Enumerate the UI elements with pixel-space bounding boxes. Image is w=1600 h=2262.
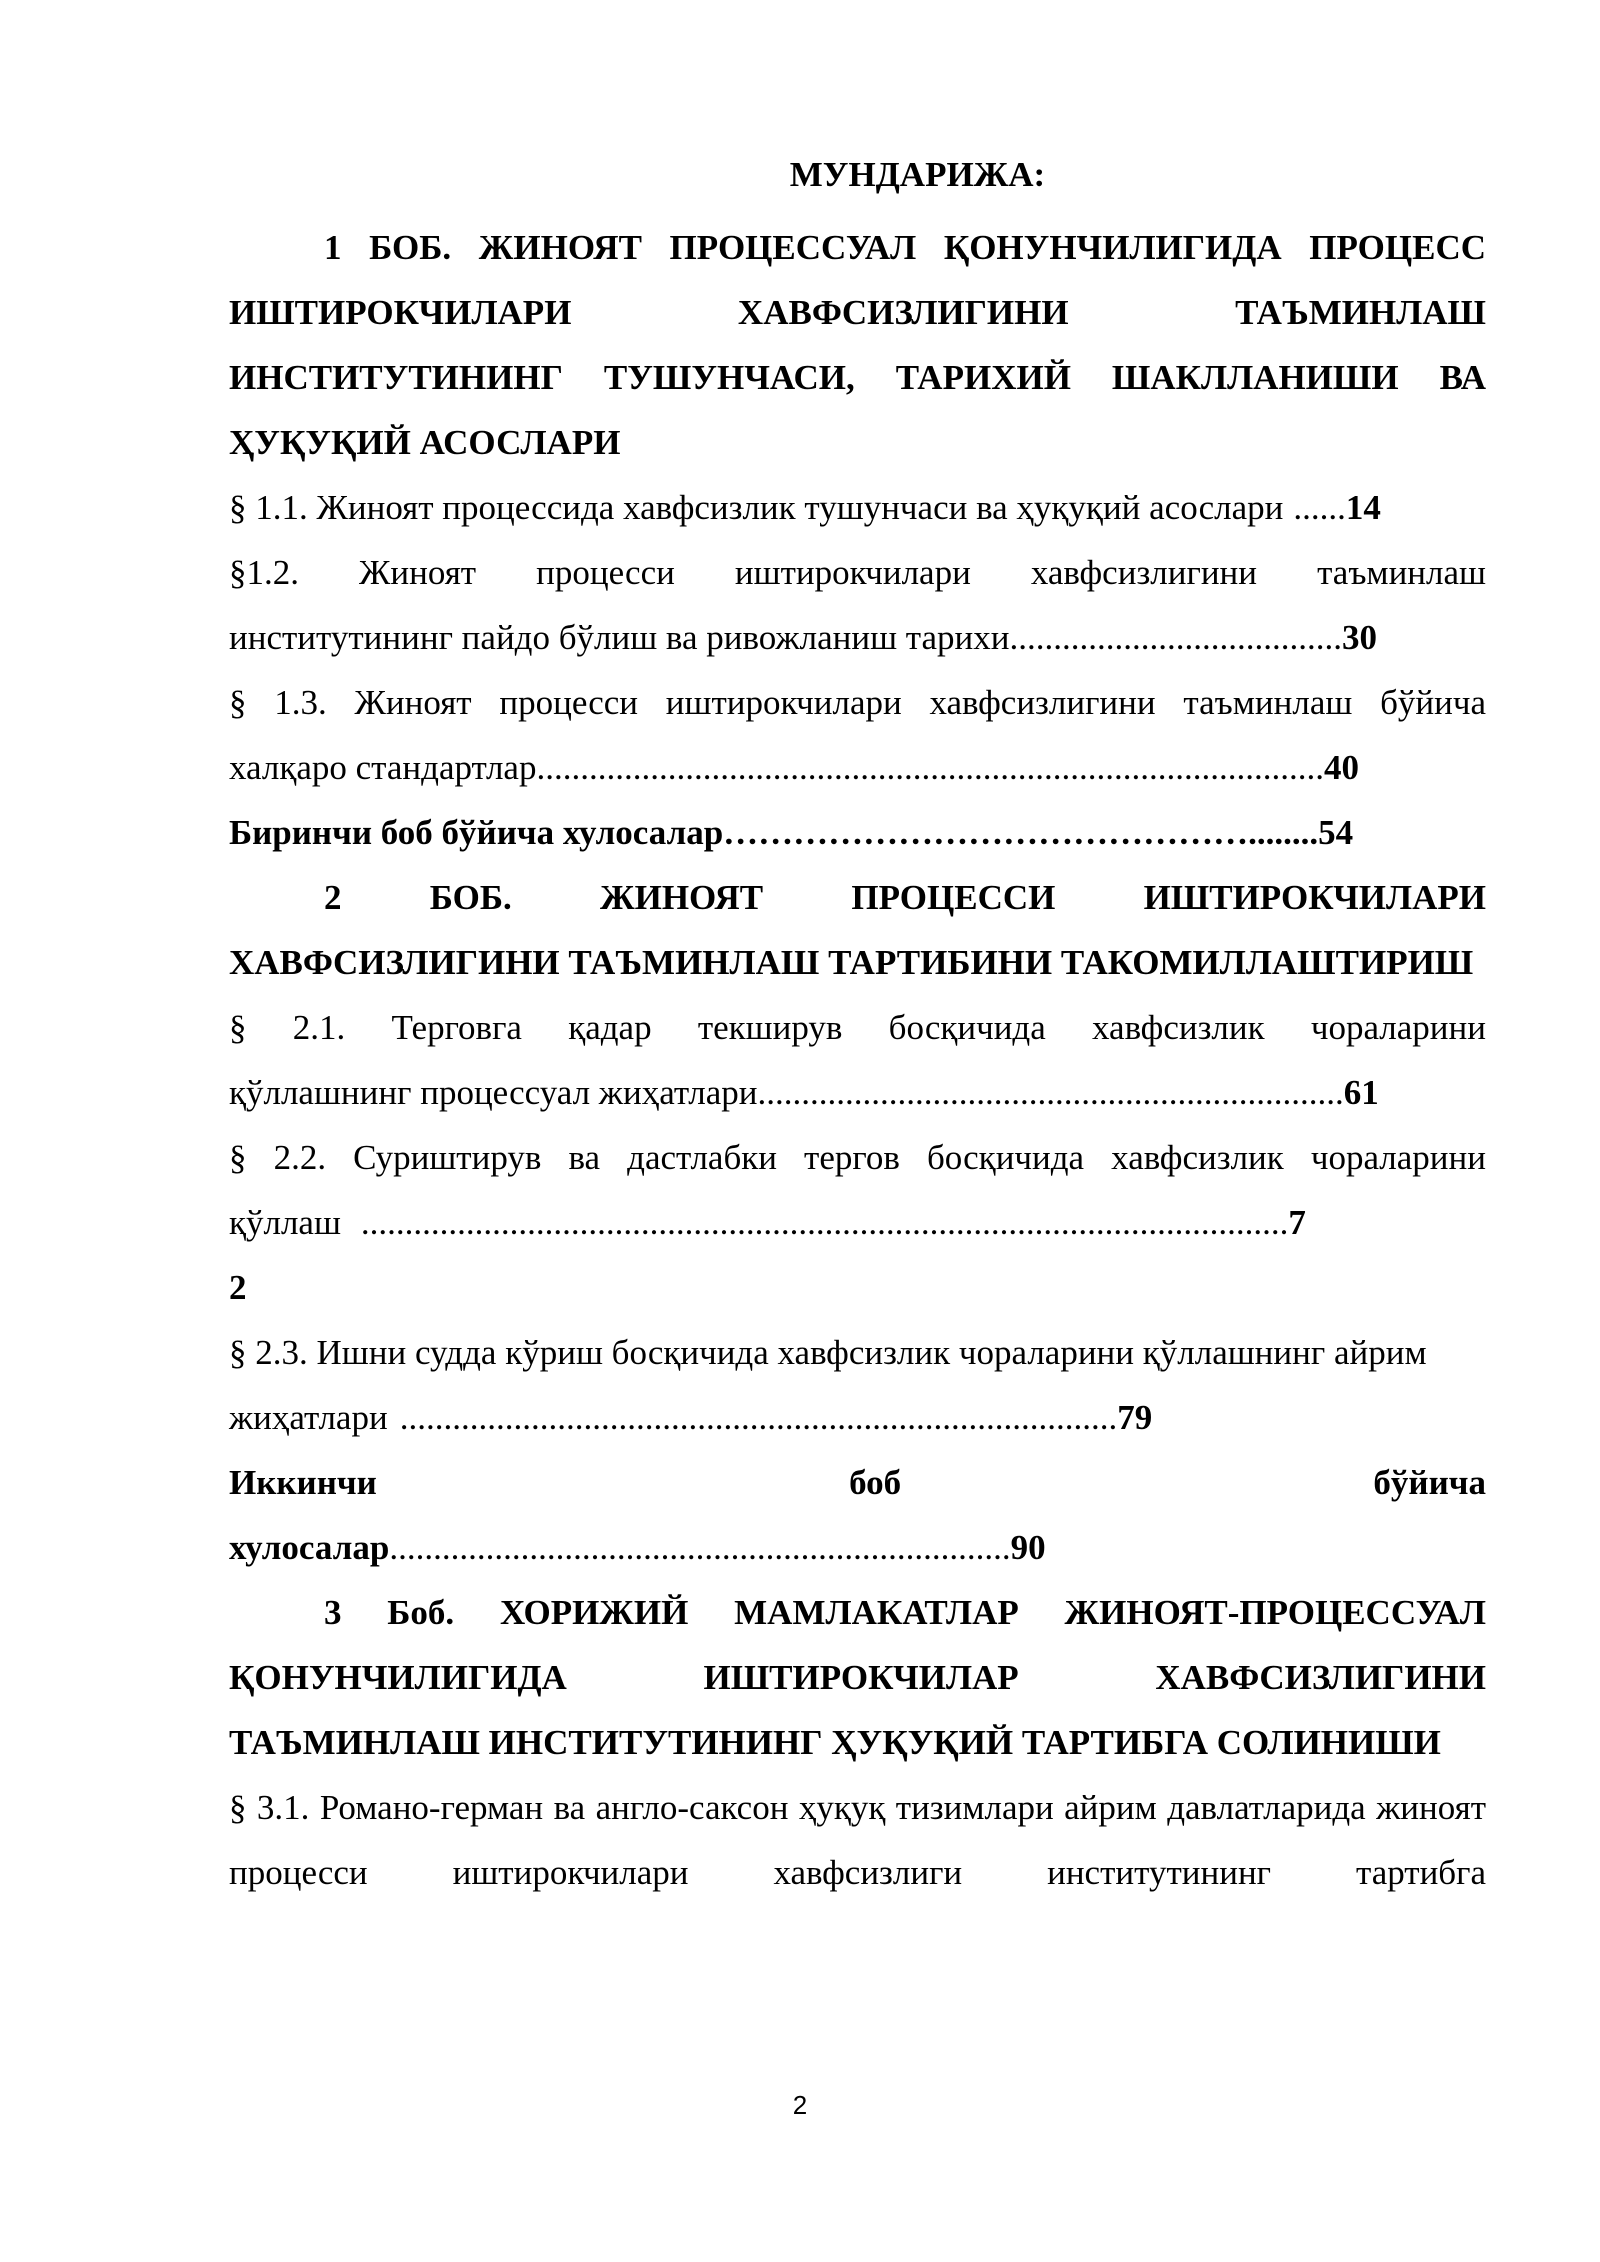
toc-entry-1-2[interactable]	[229, 540, 1486, 670]
toc-entry-1-1[interactable]	[229, 475, 1486, 540]
toc-entry-text-cont: жиҳатлари	[229, 1398, 388, 1437]
toc-entry-page: 61	[1343, 1073, 1379, 1112]
toc-entry-text: § 1.1. Жиноят процессида хавфсизлик тушунчаси ва ҳуқуқий асослари	[229, 488, 1284, 527]
toc-entry-word: бўйича	[1373, 1463, 1486, 1502]
toc-entry-page: 54	[1318, 813, 1354, 852]
toc-entry-text: § 2.2. Суриштирув ва дастлабки тергов босқичида хавфсизлик чораларини	[229, 1138, 1486, 1177]
toc-entry-page: 14	[1345, 488, 1381, 527]
toc-entry-text-cont: халқаро стандартлар	[229, 748, 537, 787]
toc-entry-page-cont: 2	[229, 1268, 247, 1307]
toc-entry-text-cont: қўллаш	[229, 1203, 341, 1242]
toc-entry-dots: ......................................	[1009, 618, 1342, 657]
toc-entry-text: § 1.3. Жиноят процесси иштирокчилари хавфсизлигини таъминлаш бўйича	[229, 683, 1486, 722]
toc-chapter-2-conclusion[interactable]	[229, 1450, 1486, 1580]
toc-entry-dots: ..........................................................................................	[536, 748, 1324, 787]
toc-entry-2-2[interactable]	[229, 1125, 1486, 1320]
toc-entry-dots: .......................................................................	[389, 1528, 1011, 1567]
chapter-2-heading: 2 БОБ. ЖИНОЯТ ПРОЦЕССИ ИШТИРОКЧИЛАРИ ХАВФСИЗЛИГИНИ ТАЪМИНЛАШ ТАРТИБИНИ ТАКОМИЛЛАШТИРИШ	[229, 878, 1486, 982]
toc-entry-text-cont: қўллашнинг процессуал жиҳатлари	[229, 1073, 758, 1112]
chapter-3-heading: 3 Боб. ХОРИЖИЙ МАМЛАКАТЛАР ЖИНОЯТ-ПРОЦЕССУАЛ ҚОНУНЧИЛИГИДА ИШТИРОКЧИЛАР ХАВФСИЗЛИГИНИ ТАЪМИНЛАШ ИНСТИТУТИНИНГ ҲУҚУҚИЙ ТАРТИБГА СОЛИНИШИ	[229, 1593, 1486, 1762]
toc-entry-page: 90	[1010, 1528, 1046, 1567]
toc-entry-word: боб	[849, 1463, 902, 1502]
toc-entry-page: 40	[1323, 748, 1359, 787]
toc-entry-dots: ………………………………………........	[723, 813, 1319, 852]
toc-title: МУНДАРИЖА:	[789, 155, 1046, 194]
toc-entry-text-cont: институтининг пайдо бўлиш ва ривожланиш тарихи	[229, 618, 1010, 657]
page-number: 2	[792, 2090, 808, 2120]
toc-entry-text: Биринчи боб бўйича хулосалар	[229, 813, 724, 852]
toc-entry-dots: ..........................................................................................................	[360, 1203, 1289, 1242]
toc-entry-text-cont: хулосалар	[229, 1528, 390, 1567]
toc-entry-page: 79	[1117, 1398, 1153, 1437]
toc-entry-text: § 2.1. Терговга қадар текширув босқичида хавфсизлик чораларини	[229, 1008, 1486, 1047]
chapter-1-heading: 1 БОБ. ЖИНОЯТ ПРОЦЕССУАЛ ҚОНУНЧИЛИГИДА ПРОЦЕСС ИШТИРОКЧИЛАРИ ХАВФСИЗЛИГИНИ ТАЪМИНЛАШ ИНСТИТУТИНИНГ ТУШУНЧАСИ, ТАРИХИЙ ШАКЛЛАНИШИ ВА ҲУҚУҚИЙ АСОСЛАРИ	[229, 228, 1486, 462]
toc-entry-dots: ...................................................................	[757, 1073, 1344, 1112]
toc-entry-2-3[interactable]	[229, 1320, 1486, 1450]
toc-chapter-1-conclusion[interactable]	[229, 800, 1486, 865]
toc-entry-page: 7	[1288, 1203, 1306, 1242]
toc-entry-dots: ......	[1293, 488, 1346, 527]
toc-entry-text: § 2.3. Ишни судда кўриш босқичида хавфсизлик чораларини қўллашнинг айрим	[229, 1333, 1427, 1372]
toc-entry-2-1[interactable]	[229, 995, 1486, 1125]
toc-entry-1-3[interactable]	[229, 670, 1486, 800]
table-of-contents	[229, 150, 1486, 1905]
toc-entry-word: Иккинчи	[229, 1463, 377, 1502]
toc-entry-page: 30	[1342, 618, 1377, 657]
toc-entry-dots: ..................................................................................	[399, 1398, 1118, 1437]
toc-entry-3-1[interactable]: § 3.1. Романо-герман ва англо-саксон ҳуқуқ тизимлари айрим давлатларида жиноят процесси иштирокчилари хавфсизлиги институтининг тартибга	[229, 1788, 1486, 1892]
toc-entry-text: §1.2. Жиноят процесси иштирокчилари хавфсизлигини таъминлаш	[229, 553, 1486, 592]
